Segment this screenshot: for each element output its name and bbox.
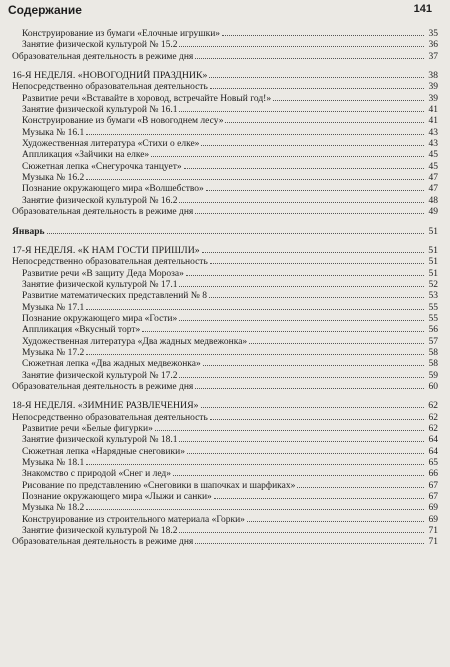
toc-entry-page: 60 [428, 381, 438, 392]
toc-entry [12, 301, 438, 312]
toc-entry [12, 335, 438, 346]
toc-entry [12, 92, 438, 103]
dot-leader [195, 50, 424, 59]
toc-entry-title: Развитие математических представлений № 8 [22, 291, 207, 302]
toc-entry [12, 323, 438, 334]
dot-leader [222, 27, 424, 36]
toc-entry-page: 62 [428, 400, 438, 412]
toc-entry [12, 422, 438, 433]
toc-entry-page: 58 [428, 347, 438, 358]
toc-entry-page: 35 [428, 29, 438, 39]
dot-leader [179, 433, 424, 442]
toc-entry-page: 67 [428, 480, 438, 491]
dot-leader [247, 513, 424, 522]
dot-leader [179, 312, 424, 321]
toc-entry-page: 55 [428, 302, 438, 313]
toc-entry [12, 182, 438, 193]
toc-entry-page: 39 [428, 82, 438, 93]
toc-entry [12, 171, 438, 182]
toc-entry-page: 45 [428, 161, 438, 172]
dot-leader [179, 194, 424, 203]
toc-entry-page: 51 [428, 244, 438, 256]
toc-entry-page: 65 [428, 458, 438, 469]
toc-entry [12, 137, 438, 148]
toc-entry-title: Развитие речи «В защиту Деда Мороза» [22, 268, 184, 279]
toc-entry-title: Непосредственно образовательная деятельность [12, 412, 208, 423]
dot-leader [179, 278, 424, 287]
dot-leader [155, 422, 424, 431]
page-header [0, 0, 450, 22]
toc-entry-page: 51 [428, 257, 438, 268]
toc-entry [12, 479, 438, 490]
toc-entry-title: Январь [12, 226, 45, 237]
toc-entry [12, 369, 438, 380]
toc-entry-title: Занятие физической культурой № 17.1 [22, 279, 178, 290]
toc-entry [12, 103, 438, 114]
toc-entry [12, 524, 438, 535]
toc-entry-title: Непосредственно образовательная деятельность [12, 257, 208, 268]
toc-entry-page: 45 [428, 150, 438, 161]
toc-entry [12, 278, 438, 289]
toc-entry-title: Занятие физической культурой № 16.1 [22, 105, 178, 116]
dot-leader [195, 380, 424, 389]
toc-entry-page: 69 [428, 503, 438, 514]
dot-leader [225, 114, 424, 123]
toc-entry-page: 49 [428, 207, 438, 218]
dot-leader [179, 38, 424, 47]
toc-entry [12, 289, 438, 300]
toc-entry [12, 205, 438, 216]
dot-leader [179, 369, 424, 378]
dot-leader [173, 467, 424, 476]
dot-leader [151, 148, 424, 157]
toc-entry-title: Познание окружающего мира «Гости» [22, 313, 178, 324]
toc-entry-title: Занятие физической культурой № 15.2 [22, 40, 178, 51]
toc-entry [12, 50, 438, 61]
dot-leader [195, 205, 424, 214]
dot-leader [201, 137, 424, 146]
toc-entry [12, 433, 438, 444]
toc-entry-page: 62 [428, 412, 438, 423]
toc-entry-page: 48 [428, 195, 438, 206]
toc-entry-title: Музыка № 17.1 [22, 302, 85, 313]
toc-entry-page: 57 [428, 336, 438, 347]
toc-entry [12, 267, 438, 278]
toc-entry-page: 58 [428, 359, 438, 370]
toc-entry-page: 51 [428, 226, 438, 237]
toc-entry-page: 36 [428, 40, 438, 51]
dot-leader [86, 171, 424, 180]
page-number: 141 [413, 3, 432, 15]
toc-entry-title: Образовательная деятельность в режиме дня [12, 51, 194, 62]
toc-entry-page: 43 [428, 127, 438, 138]
toc-entry-page: 71 [428, 526, 438, 537]
toc-entry-page: 55 [428, 313, 438, 324]
dot-leader [184, 160, 424, 169]
dot-leader [86, 301, 424, 310]
toc-entry [12, 380, 438, 391]
dot-leader [195, 535, 424, 544]
toc-entry-title: Художественная литература «Стихи о елке» [22, 139, 200, 150]
toc-entry-title: Рисование по представлению «Снеговики в шапочках и шарфиках» [22, 480, 296, 491]
toc-entry-page: 69 [428, 514, 438, 525]
dot-leader [273, 92, 424, 101]
toc-entry-page: 51 [428, 268, 438, 279]
toc-entry [12, 513, 438, 524]
toc-entry-title: Занятие физической культурой № 18.1 [22, 435, 178, 446]
dot-leader [210, 411, 424, 420]
toc-entry-page: 41 [428, 105, 438, 116]
toc-entry [12, 38, 438, 49]
toc-entry-page: 38 [428, 70, 438, 82]
dot-leader [47, 225, 424, 234]
toc-entry-title: Развитие речи «Вставайте в хоровод, встречайте Новый год!» [22, 93, 272, 104]
toc-entry-page: 59 [428, 370, 438, 381]
toc-entry [12, 357, 438, 368]
toc-entry-page: 52 [428, 279, 438, 290]
toc-entry [12, 346, 438, 357]
toc-entry-title: 18-Я НЕДЕЛЯ. «ЗИМНИЕ РАЗВЛЕЧЕНИЯ» [12, 400, 199, 412]
toc-entry-title: Занятие физической культурой № 17.2 [22, 370, 178, 381]
dot-leader [209, 289, 424, 298]
toc-entry-page: 39 [428, 93, 438, 104]
toc-entry [12, 535, 438, 546]
toc-week-heading [12, 69, 438, 80]
toc-entry-title: 16-Я НЕДЕЛЯ. «НОВОГОДНИЙ ПРАЗДНИК» [12, 70, 208, 82]
toc-entry-page: 41 [428, 116, 438, 127]
dot-leader [179, 103, 424, 112]
toc-week-heading [12, 399, 438, 410]
dot-leader [210, 80, 424, 89]
toc-entry-title: Художественная литература «Два жадных медвежонка» [22, 336, 248, 347]
toc-entry-title: Музыка № 16.1 [22, 127, 85, 138]
toc-entry-page: 37 [428, 51, 438, 62]
toc-entry [12, 160, 438, 171]
dot-leader [187, 445, 424, 454]
toc-entry [12, 80, 438, 91]
toc-entry-title: Знакомство с природой «Снег и лед» [22, 469, 171, 480]
toc-entry-title: 17-Я НЕДЕЛЯ. «К НАМ ГОСТИ ПРИШЛИ» [12, 244, 200, 256]
toc-entry-page: 43 [428, 139, 438, 150]
toc-entry-title: Сюжетная лепка «Нарядные снеговики» [22, 446, 185, 457]
section-title: Содержание [8, 3, 82, 17]
toc-entry-page: 53 [428, 291, 438, 302]
toc-entry-page: 47 [428, 184, 438, 195]
toc-entry-title: Образовательная деятельность в режиме дня [12, 207, 194, 218]
dot-leader [209, 69, 424, 78]
toc-entry-title: Музыка № 18.1 [22, 458, 85, 469]
dot-leader [201, 399, 424, 408]
dot-leader [206, 182, 424, 191]
toc-entry-title: Развитие речи «Белые фигурки» [22, 424, 153, 434]
toc-entry-title: Сюжетная лепка «Снегурочка танцует» [22, 161, 182, 172]
toc-entry-title: Образовательная деятельность в режиме дня [12, 537, 194, 548]
dot-leader [249, 335, 424, 344]
toc-entry-title: Конструирование из бумаги «Елочные игрушки» [22, 29, 221, 39]
toc-entry [12, 255, 438, 266]
toc-entry [12, 490, 438, 501]
toc-entry [12, 126, 438, 137]
toc-entry [12, 467, 438, 478]
toc-entry [12, 312, 438, 323]
dot-leader [210, 255, 424, 264]
toc-entry-title: Познание окружающего мира «Волшебство» [22, 184, 204, 195]
toc-month-heading [12, 225, 438, 236]
dot-leader [203, 357, 424, 366]
toc-entry [12, 148, 438, 159]
toc-entry [12, 456, 438, 467]
toc-entry-title: Познание окружающего мира «Лыжи и санки» [22, 492, 212, 503]
toc-entry-page: 64 [428, 446, 438, 457]
toc-entry-title: Занятие физической культурой № 16.2 [22, 195, 178, 206]
dot-leader [202, 244, 424, 253]
toc-entry-title: Сюжетная лепка «Два жадных медвежонка» [22, 359, 201, 370]
toc-entry [12, 194, 438, 205]
toc-entry-page: 47 [428, 173, 438, 184]
toc-entry-page: 66 [428, 469, 438, 480]
toc-entry-title: Аппликация «Вкусный торт» [22, 325, 141, 336]
toc-entry-page: 67 [428, 492, 438, 503]
toc-entry-title: Образовательная деятельность в режиме дня [12, 381, 194, 392]
toc-entry [12, 27, 438, 38]
toc-entry-title: Музыка № 18.2 [22, 503, 85, 514]
toc-entry-page: 71 [428, 537, 438, 548]
toc-entry-title: Музыка № 17.2 [22, 347, 85, 358]
dot-leader [297, 479, 424, 488]
dot-leader [179, 524, 424, 533]
dot-leader [86, 126, 424, 135]
toc-entry-page: 64 [428, 435, 438, 446]
toc-entry-page: 56 [428, 325, 438, 336]
toc-entry [12, 114, 438, 125]
toc-entry-title: Занятие физической культурой № 18.2 [22, 526, 178, 537]
toc-entry [12, 411, 438, 422]
toc-entry-title: Непосредственно образовательная деятельность [12, 82, 208, 93]
dot-leader [86, 456, 424, 465]
dot-leader [86, 501, 424, 510]
dot-leader [186, 267, 424, 276]
toc-entry-title: Конструирование из бумаги «В новогоднем лесу» [22, 116, 224, 127]
toc-entry [12, 501, 438, 512]
toc-week-heading [12, 244, 438, 255]
toc-entry-page: 62 [428, 424, 438, 434]
dot-leader [214, 490, 424, 499]
toc-entry-title: Аппликация «Зайчики на елке» [22, 150, 150, 161]
toc-entry-title: Конструирование из строительного материала «Горки» [22, 514, 245, 525]
toc-entry-title: Музыка № 16.2 [22, 173, 85, 184]
toc-entry [12, 445, 438, 456]
table-of-contents [12, 27, 438, 547]
dot-leader [86, 346, 424, 355]
dot-leader [142, 323, 424, 332]
section-gap [12, 236, 438, 244]
